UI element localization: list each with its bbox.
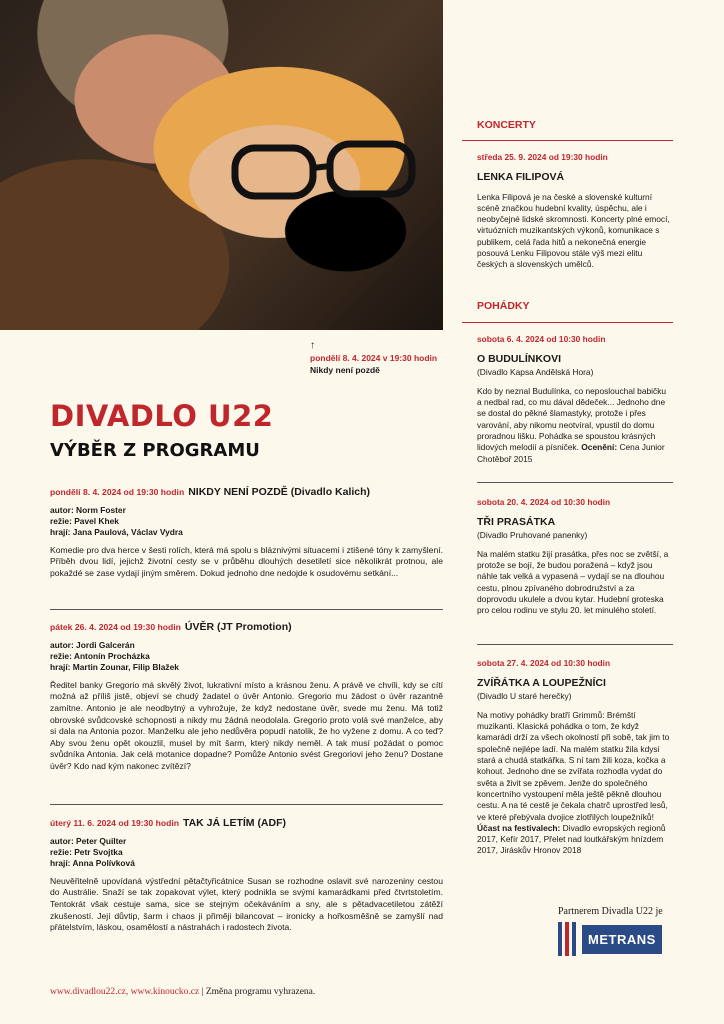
award-text: Cena Junior Chotěboř 2015 — [477, 442, 665, 464]
award-label: Ocenění: — [581, 442, 618, 453]
program-name: NIKDY NENÍ POZDĚ (Divadlo Kalich) — [188, 486, 371, 498]
divider — [477, 644, 673, 645]
program-name: ÚVĚR (JT Promotion) — [184, 621, 292, 633]
fairytale-item — [477, 334, 673, 465]
logo-bar — [572, 922, 576, 956]
fairytale-date: sobota 6. 4. 2024 od 10:30 hodin — [477, 334, 606, 344]
award-label: Účast na festivalech: — [477, 822, 561, 833]
program-item — [50, 622, 443, 773]
section-heading-concerts: KONCERTY — [477, 119, 536, 131]
program-name: TAK JÁ LETÍM (ADF) — [182, 817, 287, 829]
fairytale-name: ZVÍŘÁTKA A LOUPEŽNÍCI — [477, 677, 606, 690]
logo-bars — [558, 922, 576, 956]
program-item — [50, 818, 443, 934]
program-desc: Komedie pro dva herce v šesti rolích, která má spolu s bláznivými situacemi i ztišené tóny k zamyšlení. Příběh dvou lidí, jejichž životní cesty se v průběhu dlouhých desetiletí sice několikrát protnou, ale pokaždé se zase vydají jiným směrem. Dokud jednoho dne nedojde k osudovému setkání... — [50, 544, 443, 578]
partner-text: Partnerem Divadla U22 je — [558, 906, 663, 917]
program-credit: režie: Pavel Khek — [50, 516, 119, 526]
footer-links[interactable]: www.divadlou22.cz, www.kinoucko.cz — [50, 987, 200, 997]
concert-desc: Lenka Filipová je na české a slovenské kulturní scéně značkou hudební kvality, úspěchu, ale i neobyčejné lidské skromnosti. Koncerty plné emocí, virtuózních muzikantských výkonů, komunikace s publikem, celá řada hitů a nekonečná energie posouvá Lenku Filipovou stále výš mezi elitu českých a slovenských umělců. — [477, 191, 670, 270]
metrans-logo — [558, 922, 672, 956]
fairytale-desc-text: Na motivy pohádky bratří Grimmů: Brémští muzikanti. Klasická pohádka o tom, že když kamarádi drží za všech okolností při sobě, tak jim to společně nejlépe ladí. Na malém statku žila kdysi stará a chudá statkářka. S ní tam žili koza, kočka a kohout. Jednoho dne se zvířata rozhodla vydat do světa a živit se zpěvem. Jenže do společného koncertního vystoupení měla ještě pěkně dlouhou cestu. A na té cestě je čekala chatrč uprostřed lesů, ve které přebývala dvojice zlotřilých loupežníků! — [477, 709, 670, 822]
fairytale-desc — [477, 710, 673, 857]
logo-word: METRANS — [582, 925, 662, 954]
page-title: DIVADLO U22 — [50, 399, 274, 433]
cover-photo — [0, 0, 443, 330]
program-head — [50, 818, 443, 830]
fairytale-desc: Na malém statku žijí prasátka, přes noc se zvětší, a protože se bojí, že budou poražená – když jsou náhle tak velká a vypasená – vydají se na dlouhou cestu, plnou zpívaného dobrodružství a za doprovodu ukulele a dvou kytar. Hudební groteska pro celou rodinu ve stylu 20. let minulého století. — [477, 548, 669, 616]
concert-date: středa 25. 9. 2024 od 19:30 hodin — [477, 152, 608, 162]
section-heading-fairytales: POHÁDKY — [477, 300, 530, 312]
arrow-up-icon: ↑ — [310, 340, 315, 351]
divider — [50, 804, 443, 805]
fairytale-item — [477, 497, 673, 617]
program-item — [50, 487, 443, 580]
program-credit: hrají: Martin Zounar, Filip Blažek — [50, 662, 179, 673]
program-credit: hrají: Anna Polívková — [50, 858, 135, 869]
divider — [477, 482, 673, 483]
section-rule — [462, 322, 673, 323]
caption-date: pondělí 8. 4. 2024 v 19:30 hodin — [310, 353, 438, 363]
fairytale-name: O BUDULÍNKOVI — [477, 353, 561, 366]
program-head — [50, 622, 443, 634]
fairytale-troupe: (Divadlo U staré herečky) — [477, 690, 572, 701]
footer-note: Změna programu vyhrazena. — [205, 987, 316, 997]
fairytale-troupe: (Divadlo Kapsa Andělská Hora) — [477, 366, 594, 377]
award-text: Divadlo evropských regionů 2017, Kefír 2017, Přelet nad loutkářským hnízdem 2017, Jiráskův Hronov 2018 — [477, 822, 666, 856]
photo-caption — [310, 340, 437, 376]
fairytale-date: sobota 20. 4. 2024 od 10:30 hodin — [477, 497, 611, 507]
program-credit: autor: Norm Foster — [50, 504, 126, 515]
concert-item — [477, 152, 673, 271]
program-date: pátek 26. 4. 2024 od 19:30 hodin — [50, 622, 181, 632]
footer: www.divadlou22.cz, www.kinoucko.cz | Změna programu vyhrazena. — [50, 987, 316, 997]
section-rule — [462, 140, 673, 141]
program-credit: autor: Jordi Galcerán — [50, 639, 135, 650]
fairytale-date: sobota 27. 4. 2024 od 10:30 hodin — [477, 658, 611, 668]
glasses-shape — [230, 140, 420, 200]
program-credit: režie: Antonín Procházka — [50, 651, 150, 661]
program-date: úterý 11. 6. 2024 od 19:30 hodin — [50, 818, 179, 828]
page-subtitle: VÝBĚR Z PROGRAMU — [50, 440, 260, 461]
program-desc: Ředitel banky Gregorio má skvělý život, lukrativní místo a krásnou ženu. A právě ve chvíli, kdy se cítí možná až příliš jistě, objeví se chudý žadatel o úvěr Antonio. Gregorio mu žádost o úvěr razantně zamítne. Antonio je ale neodbytný a vyhrožuje, že když nedostane úvěr, svede mu ženu. Má totiž obrovské svůdcovské schopnosti a nikdy mu žádná neodolala. Gregorio proto volá své manželce, aby si dala na Antonia pozor. Manželku ale jeho nedůvěra popudí natolik, že ho vyžene z domu. A co teď? Aby svou ženu opět okouzlil, musel by mít šarm, který nikdy neměl. A tak musí požádat o pomoc svůdníka Antonia. Jak celá motanice dopadne? Pomůže Antonio svést Gregoriovi jeho ženu? Dostane úvěr? Kdo nad kým nakonec zvítězí? — [50, 679, 443, 771]
program-date: pondělí 8. 4. 2024 od 19:30 hodin — [50, 487, 185, 497]
fairytale-desc-text: Kdo by neznal Budulínka, co neposlouchal babičku a nedbal rad, co mu dával dědeček... Jednoho dne se dostal do pěkné šlamastyky, protože i přes varování, aby nikomu neotvíral, vpustil do domu proradnou lišku. Pohádka se spoustou krásných lidových melodií a písniček. — [477, 385, 667, 453]
program-credit: režie: Petr Svojtka — [50, 847, 123, 857]
fairytale-name: TŘI PRASÁTKA — [477, 516, 556, 529]
logo-bar — [558, 922, 562, 956]
fairytale-item — [477, 658, 673, 857]
program-credit: autor: Peter Quilter — [50, 835, 127, 846]
fairytale-troupe: (Divadlo Pruhované panenky) — [477, 529, 588, 540]
fairytale-desc — [477, 386, 673, 465]
program-desc: Neuvěřitelně upovídaná výstřední pětačtyřicátnice Susan se rozhodne oslavit své narozeniny cestou do Austrálie. Snaží se tak zopakovat výlet, který podnikla se svými kamarádkami před čtvrtstoletím. Tentokrát však cestuje sama, sice se stejným očekáváním a sny, ale s pětadvacetiletou zátěží zkušeností. Její důvtip, šarm i chaos ji přiměji bilancovat – ironicky a hořkosměšně se zamyšlí nad přátelstvím, láskou, osamělostí a nástrahách i radostech života. — [50, 875, 443, 933]
divider — [50, 609, 443, 610]
program-credit: hrají: Jana Paulová, Václav Vydra — [50, 527, 183, 538]
caption-title: Nikdy není pozdě — [310, 365, 380, 375]
program-head — [50, 487, 443, 499]
logo-bar — [565, 922, 569, 956]
concert-name: LENKA FILIPOVÁ — [477, 171, 565, 184]
